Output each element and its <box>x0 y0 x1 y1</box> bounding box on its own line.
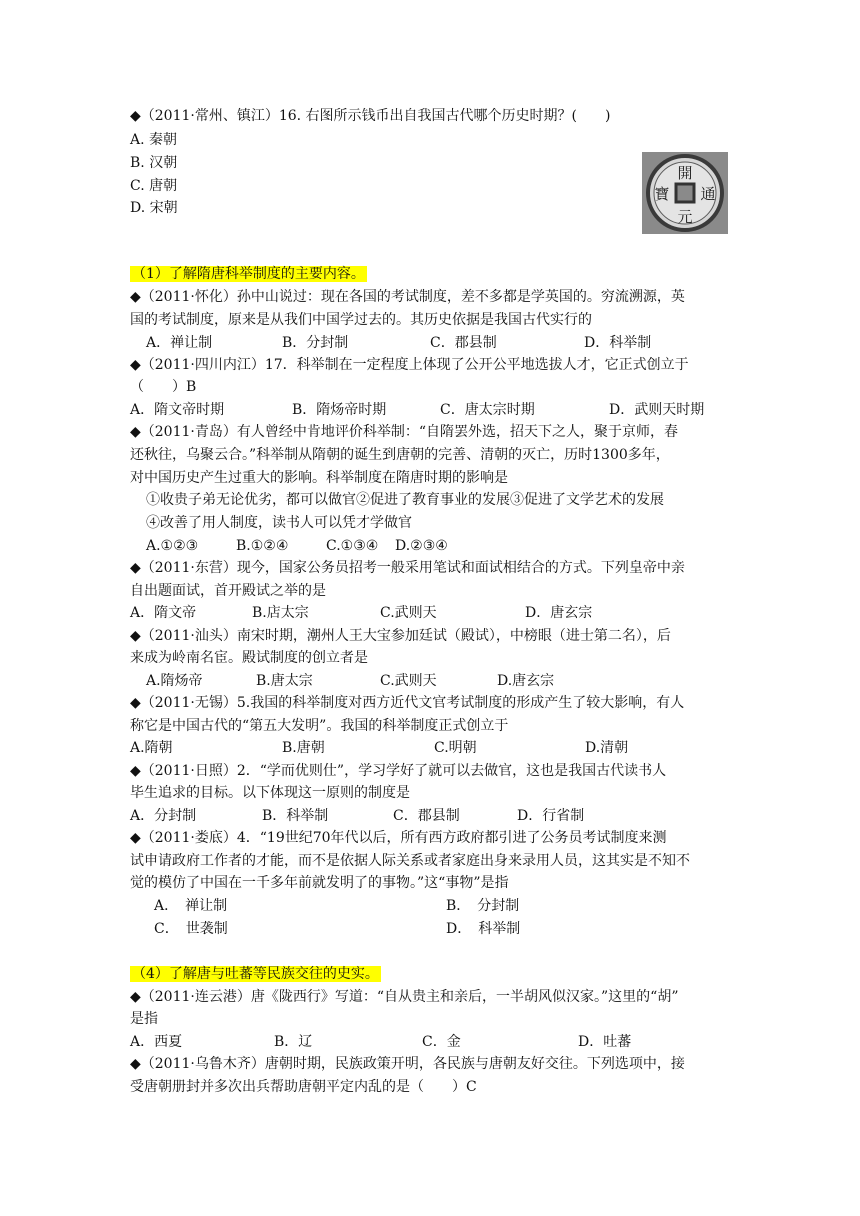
question-line: 称它是中国古代的“第五大发明”。我国的科举制度正式创立于 <box>130 718 509 734</box>
option-b: B.店太宗 <box>252 605 309 621</box>
option-b: B.唐朝 <box>282 740 325 756</box>
option-d: D.唐玄宗 <box>497 673 555 689</box>
question-line: 受唐朝册封并多次出兵帮助唐朝平定内乱的是（ ）C <box>130 1079 477 1095</box>
question-line: ◆（2011·娄底）4．“19世纪70年代以后，所有西方政府都引进了公务员考试制度来测 <box>130 830 667 846</box>
question-line: 对中国历史产生过重大的影响。科举制度在隋唐时期的影响是 <box>130 470 508 486</box>
option-a: A．隋文帝 <box>130 605 197 621</box>
question-line: ◆（2011·日照）2．“学而优则仕”，学习学好了就可以去做官，这也是我国古代读书人 <box>130 763 667 779</box>
question-line: （ ）B <box>130 379 197 395</box>
question-line: ◆（2011·乌鲁木齐）唐朝时期，民族政策开明，各民族与唐朝友好交往。下列选项中，接 <box>130 1056 685 1072</box>
option-a: A．隋文帝时期 <box>130 402 225 418</box>
question-line: 毕生追求的目标。以下体现这一原则的制度是 <box>130 785 410 801</box>
option-a: A.隋炀帝 <box>146 673 203 689</box>
statement-line: ④改善了用人制度，读书人可以凭才学做官 <box>146 515 412 531</box>
option-a: A.①②③ <box>146 538 199 554</box>
option-c: C．郡县制 <box>393 808 460 824</box>
coin-char-bottom: 元 <box>677 208 693 226</box>
option-d: D．行省制 <box>517 808 585 824</box>
question-line: ◆（2011·四川内江）17．科举制在一定程度上体现了公开公平地选拔人才，它正式创立于 <box>130 357 689 373</box>
option-a: A. 秦朝 <box>130 132 178 148</box>
question-line: ◆（2011·连云港）唐《陇西行》写道：“自从贵主和亲后，一半胡风似汉家。”这里的“胡” <box>130 989 679 1005</box>
question-line: 自出题面试，首开殿试之举的是 <box>130 583 326 599</box>
question-line: ◆（2011·汕头）南宋时期，潮州人王大宝参加廷试（殿试），中榜眼（进士第二名），后 <box>130 628 671 644</box>
option-b: B．科举制 <box>262 808 329 824</box>
option-b: B. 汉朝 <box>130 155 178 171</box>
option-a: A．西夏 <box>130 1034 183 1050</box>
question-line: 还秋往，乌聚云合。”科举制从隋朝的诞生到唐朝的完善、清朝的灭亡，历时1300多年， <box>130 447 670 463</box>
option-c: C．郡县制 <box>430 335 497 351</box>
question-line: 来成为岭南名宦。殿试制度的创立者是 <box>130 650 368 666</box>
kaiyuan-coin-icon <box>642 152 728 234</box>
section-heading: （4）了解唐与吐蕃等民族交往的史实。 <box>132 966 379 982</box>
option-a: A.隋朝 <box>130 740 173 756</box>
coin-char-left: 寶 <box>654 185 670 203</box>
option-d: D．科举制 <box>584 335 652 351</box>
option-d: D．吐蕃 <box>578 1034 632 1050</box>
question-line: ◆（2011·青岛）有人曾经中肯地评价科举制：“自隋罢外选，招天下之人，聚于京师，春 <box>130 424 679 440</box>
option-c: C.武则天 <box>380 673 437 689</box>
option-b: B.①②④ <box>236 538 289 554</box>
question-line: 试申请政府工作者的才能，而不是依据人际关系或者家庭出身来录用人员，这其实是不知不 <box>130 853 690 869</box>
option-a: A．禅让制 <box>146 335 213 351</box>
coin-image <box>642 152 728 234</box>
question-stem: ◆（2011·常州、镇江）16. 右图所示钱币出自我国古代哪个历史时期？( ) <box>130 108 611 124</box>
option-c: C.武则天 <box>380 605 437 621</box>
question-line: ◆（2011·东营）现今，国家公务员招考一般采用笔试和面试相结合的方式。下列皇帝中亲 <box>130 560 685 576</box>
coin-char-top: 開 <box>677 164 693 182</box>
option-c: C．金 <box>422 1034 461 1050</box>
option-c: C． 世袭制 <box>154 921 228 937</box>
option-b: B.唐太宗 <box>256 673 313 689</box>
option-a: A．分封制 <box>130 808 197 824</box>
statement-line: ①收贵子弟无论优劣，都可以做官②促进了教育事业的发展③促进了文学艺术的发展 <box>146 492 664 508</box>
question-line: 觉的模仿了中国在一千多年前就发明了的事物。”这“事物”是指 <box>130 875 509 891</box>
question-line: 国的考试制度，原来是从我们中国学过去的。其历史依据是我国古代实行的 <box>130 312 592 328</box>
option-b: B．分封制 <box>282 335 349 351</box>
option-b: B．辽 <box>274 1034 313 1050</box>
question-line: ◆（2011·怀化）孙中山说过：现在各国的考试制度，差不多都是学英国的。穷流溯源，英 <box>130 289 685 305</box>
option-d: D．唐玄宗 <box>525 605 593 621</box>
option-d: D．武则天时期 <box>609 402 705 418</box>
option-c: C.①③④ <box>326 538 379 554</box>
option-b: B．隋炀帝时期 <box>292 402 387 418</box>
option-c: C.明朝 <box>434 740 477 756</box>
coin-char-right: 通 <box>700 185 716 203</box>
section-heading: （1）了解隋唐科举制度的主要内容。 <box>132 266 365 282</box>
option-d: D． 科举制 <box>446 921 521 937</box>
option-d: D. 宋朝 <box>130 200 178 216</box>
option-d: D.清朝 <box>585 740 629 756</box>
question-line: 是指 <box>130 1011 158 1027</box>
option-b: B． 分封制 <box>446 898 520 914</box>
question-line: ◆（2011·无锡）5.我国的科举制度对西方近代文官考试制度的形成产生了较大影响，有人 <box>130 695 685 711</box>
option-c: C．唐太宗时期 <box>440 402 535 418</box>
option-c: C. 唐朝 <box>130 178 178 194</box>
option-a: A． 禅让制 <box>154 898 228 914</box>
option-d: D.②③④ <box>395 538 448 554</box>
